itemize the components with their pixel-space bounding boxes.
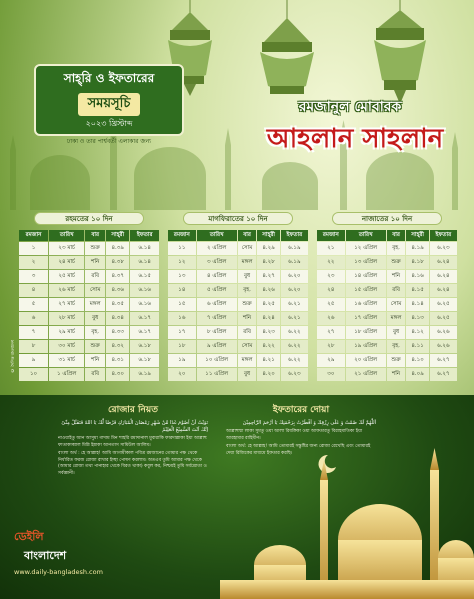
table-row bbox=[317, 326, 457, 339]
cell-iftar: ৬.২৪ bbox=[430, 270, 457, 283]
cell-day: শুক্র bbox=[387, 354, 406, 367]
daily-bangladesh-logo bbox=[14, 528, 124, 576]
cell-date: ১৬ এপ্রিল bbox=[346, 298, 386, 311]
cell-date: ৭ এপ্রিল bbox=[197, 312, 237, 325]
iftar-dua-arabic: اَللَّهُمَّ لَكَ صُمْتُ وَ عَلَى رِزْقِكَ وَ اَفْطَرْتُ بِرَحْمَتِكَ يَا اَرْحَمَ الرَّاحِمِيْنَ bbox=[242, 420, 376, 426]
table-row bbox=[19, 270, 159, 283]
table-row bbox=[19, 312, 159, 325]
cell-iftar: ৬.২৪ bbox=[430, 256, 457, 269]
col-day: বার bbox=[85, 230, 105, 241]
title-note: ঢাকা ও তার পার্শ্ববর্তী এলাকার জন্য bbox=[66, 138, 152, 145]
cell-ramadan: ১৪ bbox=[168, 284, 196, 297]
cell-day: বৃহ. bbox=[85, 326, 105, 339]
cell-sehri: ৪.১৫ bbox=[406, 284, 428, 297]
cell-day: মঙ্গল bbox=[238, 256, 257, 269]
title-line1: সাহ্‌রি ও ইফতারের bbox=[63, 71, 155, 85]
table-row bbox=[317, 242, 457, 255]
cell-ramadan: ৬ bbox=[19, 312, 48, 325]
cell-iftar: ৬.১৪ bbox=[130, 242, 159, 255]
cell-sehri: ৪.১৮ bbox=[406, 256, 428, 269]
roza-niyat-arabic: نَوَيْتُ اَنْ اَصُوْمَ غَدًا مِّنْ شَهْرِ رَمْضَانَ الْمُبَارَكِ فَرْضًا لَّكَ يَا اللهُ فَتَقَبَّلْ مِنِّىْ اِنَّكَ اَنْتَ السَّمِيْعُ الْعَلِيْمُ bbox=[61, 420, 208, 433]
cell-date: ১৮ এপ্রিল bbox=[346, 326, 386, 339]
cell-sehri: ৪.২১ bbox=[257, 354, 279, 367]
cell-sehri: ৪.৩০ bbox=[106, 368, 129, 381]
cell-iftar: ৬.১৯ bbox=[281, 242, 308, 255]
table-row bbox=[317, 340, 457, 353]
cell-sehri: ৪.২৯ bbox=[257, 242, 279, 255]
cell-day: শুক্র bbox=[387, 256, 406, 269]
title-year: ২০২৩ খ্রিস্টাব্দ bbox=[85, 119, 133, 128]
cell-iftar: ৬.২৬ bbox=[430, 340, 457, 353]
cell-sehri: ৪.৩২ bbox=[106, 340, 129, 353]
table-row bbox=[317, 284, 457, 297]
table-row bbox=[317, 256, 457, 269]
najat-table bbox=[316, 212, 458, 382]
cell-date: ১৪ এপ্রিল bbox=[346, 270, 386, 283]
cell-iftar: ৬.১৫ bbox=[130, 270, 159, 283]
cell-date: ১২ এপ্রিল bbox=[346, 242, 386, 255]
cell-day: মঙ্গল bbox=[387, 312, 406, 325]
col-sehri: সাহ্‌রী bbox=[257, 230, 279, 241]
cell-ramadan: ২২ bbox=[317, 256, 345, 269]
cell-iftar: ৬.২১ bbox=[281, 298, 308, 311]
cell-ramadan: ২৪ bbox=[317, 284, 345, 297]
cell-iftar: ৬.২১ bbox=[281, 312, 308, 325]
cell-day: শনি bbox=[387, 270, 406, 283]
table-column-row bbox=[19, 230, 159, 241]
cell-sehri: ৪.৩৬ bbox=[106, 284, 129, 297]
cell-iftar: ৬.২২ bbox=[281, 326, 308, 339]
lantern-icon bbox=[360, 0, 440, 110]
cell-day: রবি bbox=[85, 270, 105, 283]
cell-sehri: ৪.২৩ bbox=[257, 326, 279, 339]
cell-day: শুক্র bbox=[85, 340, 105, 353]
cell-date: ২ এপ্রিল bbox=[197, 242, 237, 255]
cell-date: ১৫ এপ্রিল bbox=[346, 284, 386, 297]
cell-sehri: ৪.২৫ bbox=[257, 298, 279, 311]
cell-iftar: ৬.১৬ bbox=[130, 284, 159, 297]
cell-day: সোম bbox=[238, 242, 257, 255]
cell-day: বুধ bbox=[238, 270, 257, 283]
col-date: তারিখ bbox=[346, 230, 386, 241]
cell-ramadan: ৪ bbox=[19, 284, 48, 297]
cell-iftar: ৬.২০ bbox=[281, 284, 308, 297]
cell-iftar: ৬.১৯ bbox=[281, 256, 308, 269]
col-sehri: সাহ্‌রী bbox=[406, 230, 428, 241]
logo-line1: ডেইলি bbox=[14, 530, 44, 543]
table-row bbox=[168, 368, 308, 381]
cell-ramadan: ১৭ bbox=[168, 326, 196, 339]
cell-day: বৃহ. bbox=[238, 284, 257, 297]
cell-day: শনি bbox=[85, 354, 105, 367]
cell-date: ২৯ মার্চ bbox=[49, 326, 84, 339]
cell-iftar: ৬.২৫ bbox=[430, 312, 457, 325]
col-ramadan: রমজান bbox=[317, 230, 345, 241]
cell-sehri: ৪.১৯ bbox=[406, 242, 428, 255]
cell-day: সোম bbox=[387, 298, 406, 311]
cell-date: ৩১ মার্চ bbox=[49, 354, 84, 367]
cell-ramadan: ৯ bbox=[19, 354, 48, 367]
cell-ramadan: ২০ bbox=[168, 368, 196, 381]
cell-ramadan: ২৬ bbox=[317, 312, 345, 325]
cell-iftar: ৬.২২ bbox=[281, 340, 308, 353]
cell-iftar: ৬.১৪ bbox=[130, 256, 159, 269]
cell-day: শুক্র bbox=[238, 298, 257, 311]
table-row bbox=[19, 368, 159, 381]
cell-date: ৬ এপ্রিল bbox=[197, 298, 237, 311]
cell-date: ৩০ মার্চ bbox=[49, 340, 84, 353]
cell-ramadan: ১৬ bbox=[168, 312, 196, 325]
table-row bbox=[168, 242, 308, 255]
table-row bbox=[19, 298, 159, 311]
cell-ramadan: ৭ bbox=[19, 326, 48, 339]
cell-ramadan: ১০ bbox=[19, 368, 48, 381]
cell-date: ২৩ মার্চ bbox=[49, 242, 84, 255]
col-date: তারিখ bbox=[49, 230, 84, 241]
table-row bbox=[168, 340, 308, 353]
magfirat-table bbox=[167, 212, 309, 382]
cell-day: রবি bbox=[85, 368, 105, 381]
col-day: বার bbox=[387, 230, 406, 241]
cell-date: ১৭ এপ্রিল bbox=[346, 312, 386, 325]
col-sehri: সাহ্‌রী bbox=[106, 230, 129, 241]
cell-ramadan: ১৯ bbox=[168, 354, 196, 367]
cell-day: সোম bbox=[238, 340, 257, 353]
cell-iftar: ৬.২৬ bbox=[430, 326, 457, 339]
cell-iftar: ৬.১৮ bbox=[130, 340, 159, 353]
cell-iftar: ৬.২২ bbox=[281, 354, 308, 367]
cell-date: ৫ এপ্রিল bbox=[197, 284, 237, 297]
cell-date: ৯ এপ্রিল bbox=[197, 340, 237, 353]
table-row bbox=[168, 298, 308, 311]
golden-mosque-illustration bbox=[220, 440, 474, 599]
cell-ramadan: ২৯ bbox=[317, 354, 345, 367]
cell-date: ১১ এপ্রিল bbox=[197, 368, 237, 381]
cell-ramadan: ১১ bbox=[168, 242, 196, 255]
cell-day: শনি bbox=[85, 256, 105, 269]
logo-line2: বাংলাদেশ bbox=[24, 549, 67, 562]
table-row bbox=[168, 354, 308, 367]
cell-ramadan: ৩ bbox=[19, 270, 48, 283]
cell-ramadan: ২৭ bbox=[317, 326, 345, 339]
cell-ramadan: ২৫ bbox=[317, 298, 345, 311]
iftar-dua-meaning: বাংলা অর্থ: হে আল্লাহ! আমি তোমারই সন্তুষ্টির জন্য রোজা রেখেছি এবং তোমারই দেয়া রিজিকের মাধ্যমে ইফতার করছি। bbox=[226, 444, 371, 456]
table-row bbox=[168, 270, 308, 283]
table-row bbox=[19, 242, 159, 255]
cell-iftar: ৬.২৩ bbox=[281, 368, 308, 381]
table-row bbox=[19, 256, 159, 269]
cell-sehri: ৪.৩৯ bbox=[106, 242, 129, 255]
cell-ramadan: ২৩ bbox=[317, 270, 345, 283]
cell-iftar: ৬.১৯ bbox=[130, 368, 159, 381]
cell-day: শনি bbox=[387, 368, 406, 381]
timetable-section bbox=[18, 212, 458, 394]
table-row bbox=[317, 354, 457, 367]
cell-sehri: ৪.৩১ bbox=[106, 354, 129, 367]
cell-ramadan: ১৩ bbox=[168, 270, 196, 283]
cell-sehri: ৪.১০ bbox=[406, 354, 428, 367]
table-row bbox=[317, 298, 457, 311]
cell-ramadan: ৫ bbox=[19, 298, 48, 311]
cell-iftar: ৬.২৫ bbox=[430, 298, 457, 311]
cell-date: ২০ এপ্রিল bbox=[346, 354, 386, 367]
cell-day: শুক্র bbox=[85, 242, 105, 255]
cell-sehri: ৪.২৬ bbox=[257, 284, 279, 297]
cell-day: মঙ্গল bbox=[85, 298, 105, 311]
cell-date: ২১ এপ্রিল bbox=[346, 368, 386, 381]
cell-day: মঙ্গল bbox=[238, 354, 257, 367]
iftar-dua-heading: ইফতারের দোয়া bbox=[272, 405, 330, 415]
table-row bbox=[317, 270, 457, 283]
cell-ramadan: ২১ bbox=[317, 242, 345, 255]
table-row bbox=[19, 354, 159, 367]
roza-niyat-section bbox=[58, 402, 208, 477]
table-row bbox=[168, 256, 308, 269]
cell-sehri: ৪.২৮ bbox=[257, 256, 279, 269]
cell-date: ৪ এপ্রিল bbox=[197, 270, 237, 283]
cell-sehri: ৪.২৪ bbox=[257, 312, 279, 325]
cell-ramadan: ২ bbox=[19, 256, 48, 269]
cell-sehri: ৪.১২ bbox=[406, 326, 428, 339]
col-ramadan: রমজান bbox=[168, 230, 196, 241]
cell-ramadan: ১৮ bbox=[168, 340, 196, 353]
table-column-row bbox=[168, 230, 308, 241]
cell-sehri: ৪.৩৩ bbox=[106, 326, 129, 339]
cell-sehri: ৪.২৭ bbox=[257, 270, 279, 283]
title-line2: সময়সূচি bbox=[78, 93, 141, 116]
rahmat-table bbox=[18, 212, 160, 382]
lantern-icon bbox=[242, 0, 332, 100]
cell-iftar: ৬.১৭ bbox=[130, 326, 159, 339]
cell-sehri: ৪.২২ bbox=[257, 340, 279, 353]
col-date: তারিখ bbox=[197, 230, 237, 241]
cell-day: সোম bbox=[85, 284, 105, 297]
cell-day: রবি bbox=[387, 284, 406, 297]
cell-day: রবি bbox=[238, 326, 257, 339]
cell-sehri: ৪.০৯ bbox=[406, 368, 428, 381]
cell-date: ২৬ মার্চ bbox=[49, 284, 84, 297]
cell-ramadan: ২৮ bbox=[317, 340, 345, 353]
table-row bbox=[168, 284, 308, 297]
cell-date: ২৭ মার্চ bbox=[49, 298, 84, 311]
table-row bbox=[168, 326, 308, 339]
table-header: নাজাতের ১০ দিন bbox=[332, 212, 442, 225]
cell-ramadan: ১৫ bbox=[168, 298, 196, 311]
cell-iftar: ৬.২৪ bbox=[430, 284, 457, 297]
cell-iftar: ৬.২৩ bbox=[430, 242, 457, 255]
cell-iftar: ৬.২০ bbox=[281, 270, 308, 283]
table-row bbox=[19, 284, 159, 297]
cell-day: বৃহ. bbox=[387, 340, 406, 353]
side-credit: © দৈনিক বাংলাদেশ bbox=[10, 340, 15, 373]
website-link[interactable]: www.daily-bangladesh.com bbox=[14, 568, 103, 576]
cell-ramadan: ১ bbox=[19, 242, 48, 255]
table-row bbox=[168, 312, 308, 325]
cell-iftar: ৬.২৭ bbox=[430, 354, 457, 367]
cell-date: ৩ এপ্রিল bbox=[197, 256, 237, 269]
cell-day: শনি bbox=[238, 312, 257, 325]
greeting-text: রমজানুল মোবারক bbox=[298, 99, 402, 115]
roza-niyat-transliteration: নাওয়াইতু আন আসুমা গাদাম মিন শাহরি রমাদানাল মুবারাকি ফারদাল্লাকা ইয়া আল্লাহু ফাতাকাব্বাল মিন্নি ইন্নাকা আনতাস সামিউল আলিম। bbox=[58, 436, 207, 448]
cell-sehri: ৪.২০ bbox=[257, 368, 279, 381]
col-day: বার bbox=[238, 230, 257, 241]
cell-date: ২৪ মার্চ bbox=[49, 256, 84, 269]
cell-ramadan: ৩০ bbox=[317, 368, 345, 381]
table-row bbox=[317, 312, 457, 325]
welcome-text: আহলান সাহলান bbox=[266, 124, 444, 154]
table-header: মাগফিরাতের ১০ দিন bbox=[183, 212, 293, 225]
col-iftar: ইফতার bbox=[130, 230, 159, 241]
cell-date: ১৩ এপ্রিল bbox=[346, 256, 386, 269]
col-iftar: ইফতার bbox=[281, 230, 308, 241]
cell-date: ১০ এপ্রিল bbox=[197, 354, 237, 367]
iftar-dua-transliteration: আল্লাহুম্মা লাকা সুমতু ওয়া আলা রিযক্বিকা ওয়া আফতারতু বিরাহমাতিকা ইয়া আরহামার রাহিমীন। bbox=[226, 429, 363, 441]
cell-iftar: ৬.২৭ bbox=[430, 368, 457, 381]
cell-date: ৮ এপ্রিল bbox=[197, 326, 237, 339]
col-ramadan: রমজান bbox=[19, 230, 48, 241]
cell-sehri: ৪.৩৫ bbox=[106, 298, 129, 311]
cell-iftar: ৬.১৬ bbox=[130, 298, 159, 311]
cell-day: বৃহ. bbox=[387, 242, 406, 255]
cell-sehri: ৪.১১ bbox=[406, 340, 428, 353]
cell-date: ২৮ মার্চ bbox=[49, 312, 84, 325]
table-row bbox=[19, 340, 159, 353]
cell-ramadan: ১২ bbox=[168, 256, 196, 269]
cell-date: ১৯ এপ্রিল bbox=[346, 340, 386, 353]
cell-day: বুধ bbox=[387, 326, 406, 339]
cell-sehri: ৪.১৩ bbox=[406, 312, 428, 325]
schedule-title-box bbox=[34, 64, 184, 136]
roza-niyat-heading: রোজার নিয়ত bbox=[108, 405, 158, 415]
cell-ramadan: ৮ bbox=[19, 340, 48, 353]
table-column-row bbox=[317, 230, 457, 241]
table-row bbox=[19, 326, 159, 339]
cell-day: বুধ bbox=[85, 312, 105, 325]
cell-iftar: ৬.১৭ bbox=[130, 312, 159, 325]
cell-sehri: ৪.৩৭ bbox=[106, 270, 129, 283]
cell-day: বুধ bbox=[238, 368, 257, 381]
table-header: রহমতের ১০ দিন bbox=[34, 212, 144, 225]
cell-sehri: ৪.৩৪ bbox=[106, 312, 129, 325]
roza-niyat-meaning: বাংলা অর্থ : হে আল্লাহ! আমি আগামীকাল পবিত্র রমজানের তোমার পক্ষ থেকে নির্ধারিত ফরজ রোজা রাখার ইচ্ছা পোষণ করলাম। অতএব তুমি আমার পক্ষ থেকে (আমার রোজা তথা পানাহার থেকে বিরত থাকা) কবুল কর, নিশ্চয়ই তুমি সর্বশ্রোতা ও সর্বজ্ঞানী। bbox=[58, 451, 207, 476]
cell-date: ১ এপ্রিল bbox=[49, 368, 84, 381]
cell-sehri: ৪.১৬ bbox=[406, 270, 428, 283]
cell-sehri: ৪.৩৮ bbox=[106, 256, 129, 269]
cell-iftar: ৬.১৮ bbox=[130, 354, 159, 367]
cell-sehri: ৪.১৪ bbox=[406, 298, 428, 311]
table-row bbox=[317, 368, 457, 381]
cell-date: ২৫ মার্চ bbox=[49, 270, 84, 283]
col-iftar: ইফতার bbox=[430, 230, 457, 241]
